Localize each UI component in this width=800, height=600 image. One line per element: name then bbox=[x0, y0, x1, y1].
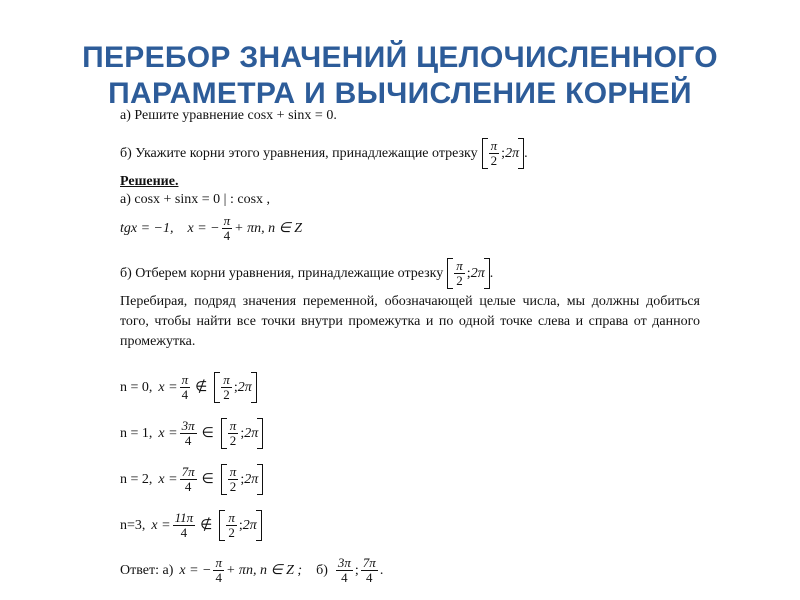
case-relation: ∈ bbox=[201, 425, 214, 441]
segment-right: 2π bbox=[244, 425, 259, 441]
answer-x-prefix: x = − bbox=[179, 562, 212, 578]
case-x-label: x = bbox=[151, 517, 171, 533]
x-suffix: + πn, n ∈ Z bbox=[234, 220, 303, 236]
task-a-text: а) Решите уравнение cosx + sinx = 0. bbox=[120, 108, 337, 123]
case-relation: ∉ bbox=[200, 517, 213, 533]
solution-a-text: а) cosx + sinx = 0 | : cosx , bbox=[120, 192, 271, 207]
task-b-text: б) Укажите корни этого уравнения, принадлежащие отрезку bbox=[120, 145, 478, 161]
numerator: π bbox=[223, 213, 231, 228]
case-x-label: x = bbox=[158, 425, 178, 441]
segment-left-fraction bbox=[226, 511, 237, 540]
answer-a-suffix: + πn, n ∈ Z ; bbox=[225, 562, 303, 578]
segment-left-fraction bbox=[228, 465, 239, 494]
numerator: 3π bbox=[181, 418, 195, 433]
answer-b-fraction-2 bbox=[361, 556, 378, 585]
title-line-1: ПЕРЕБОР ЗНАЧЕНИЙ ЦЕЛОЧИСЛЕННОГО bbox=[82, 41, 718, 74]
segment-bracket: $\frac{\pi}{2}$ ; 2π bbox=[447, 258, 489, 289]
answer-separator: ; bbox=[354, 562, 359, 578]
segment-right: 2π bbox=[242, 517, 257, 533]
numerator: π bbox=[223, 372, 230, 387]
numerator: π bbox=[228, 510, 235, 525]
numerator: π bbox=[229, 464, 237, 479]
task-a bbox=[120, 108, 337, 124]
case-row bbox=[120, 418, 263, 449]
segment-left-fraction bbox=[228, 419, 239, 448]
case-row bbox=[120, 464, 263, 495]
case-n-label: n=3, bbox=[120, 517, 146, 533]
answer-end: . bbox=[379, 562, 384, 578]
answer-b-label: б) bbox=[316, 562, 328, 578]
denominator: 2 bbox=[229, 433, 237, 448]
segment-left-fraction bbox=[454, 259, 465, 288]
case-n-label: n = 2, bbox=[120, 471, 153, 487]
segment-right: 2π bbox=[244, 471, 259, 487]
answer-line bbox=[120, 556, 383, 585]
answer-b-fraction-1 bbox=[336, 556, 353, 585]
answer-a-fraction bbox=[213, 556, 224, 585]
case-fraction bbox=[173, 511, 196, 540]
case-row bbox=[120, 510, 262, 541]
numerator: 3π bbox=[337, 555, 351, 570]
solution-heading bbox=[120, 174, 178, 190]
denominator: 4 bbox=[366, 570, 373, 585]
denominator: 2 bbox=[490, 153, 498, 168]
explanation-paragraph: Перебирая, подряд значения переменной, обозначающей целые числа, мы должны добиться того, чтобы найти все точки внутри промежутка и по одной точке слева и справа от данного промежутка. bbox=[120, 294, 700, 349]
denominator: 2 bbox=[228, 525, 235, 540]
segment-right: 2π bbox=[505, 145, 520, 161]
task-b: б) Укажите корни этого уравнения, принадлежащие отрезку $\frac{\pi}{2}$ ; 2π . bbox=[120, 138, 528, 168]
x-prefix: x = − bbox=[187, 220, 220, 236]
numerator: 7π bbox=[181, 464, 195, 479]
answer-prefix: Ответ: а) bbox=[120, 562, 174, 578]
title-line-2: ПАРАМЕТРА И ВЫЧИСЛЕНИЕ КОРНЕЙ bbox=[108, 77, 692, 110]
numerator: π bbox=[456, 258, 463, 273]
denominator: 4 bbox=[341, 570, 348, 585]
segment-left-fraction bbox=[489, 139, 500, 168]
case-x-label: x = bbox=[158, 379, 178, 395]
denominator: 4 bbox=[184, 479, 192, 494]
case-fraction bbox=[180, 419, 197, 448]
case-x-label: x = bbox=[158, 471, 178, 487]
select-roots-line: б) Отберем корни уравнения, принадлежащие отрезку $\frac{\pi}{2}$ ; 2π . bbox=[120, 258, 494, 288]
denominator: 4 bbox=[184, 433, 192, 448]
tg-text: tgx = −1, bbox=[120, 220, 174, 236]
denominator: 4 bbox=[181, 387, 189, 402]
segment-right: 2π bbox=[470, 265, 485, 281]
case-row bbox=[120, 372, 257, 403]
select-text: б) Отберем корни уравнения, принадлежащие отрезку bbox=[120, 265, 444, 281]
numerator: π bbox=[181, 372, 189, 387]
denominator: 4 bbox=[215, 570, 222, 585]
case-n-label: n = 0, bbox=[120, 379, 153, 395]
case-relation: ∉ bbox=[195, 379, 208, 395]
denominator: 4 bbox=[223, 228, 231, 243]
case-fraction bbox=[180, 465, 197, 494]
segment-bracket: $\frac{\pi}{2}$ ; 2π bbox=[219, 510, 261, 541]
segment-bracket: $\frac{\pi}{2}$ ; 2π bbox=[214, 372, 256, 403]
denominator: 2 bbox=[223, 387, 230, 402]
denominator: 2 bbox=[229, 479, 237, 494]
denominator: 4 bbox=[180, 525, 188, 540]
numerator: π bbox=[229, 418, 237, 433]
case-relation: ∈ bbox=[201, 471, 214, 487]
solution-heading-text: Решение. bbox=[120, 174, 179, 189]
segment-bracket: $\frac{\pi}{2}$ ; 2π bbox=[482, 138, 524, 169]
tg-equation bbox=[120, 214, 302, 243]
case-n-label: n = 1, bbox=[120, 425, 153, 441]
segment-right: 2π bbox=[237, 379, 252, 395]
case-fraction bbox=[180, 373, 191, 402]
segment-left-fraction bbox=[221, 373, 232, 402]
numerator: 11π bbox=[174, 510, 194, 525]
solution-a-line bbox=[120, 192, 270, 208]
denominator: 2 bbox=[456, 273, 463, 288]
segment-bracket: $\frac{\pi}{2}$ ; 2π bbox=[221, 464, 263, 495]
numerator: π bbox=[490, 138, 498, 153]
numerator: 7π bbox=[362, 555, 376, 570]
segment-bracket: $\frac{\pi}{2}$ ; 2π bbox=[221, 418, 263, 449]
numerator: π bbox=[215, 555, 222, 570]
pi-over-4-fraction bbox=[222, 214, 233, 243]
